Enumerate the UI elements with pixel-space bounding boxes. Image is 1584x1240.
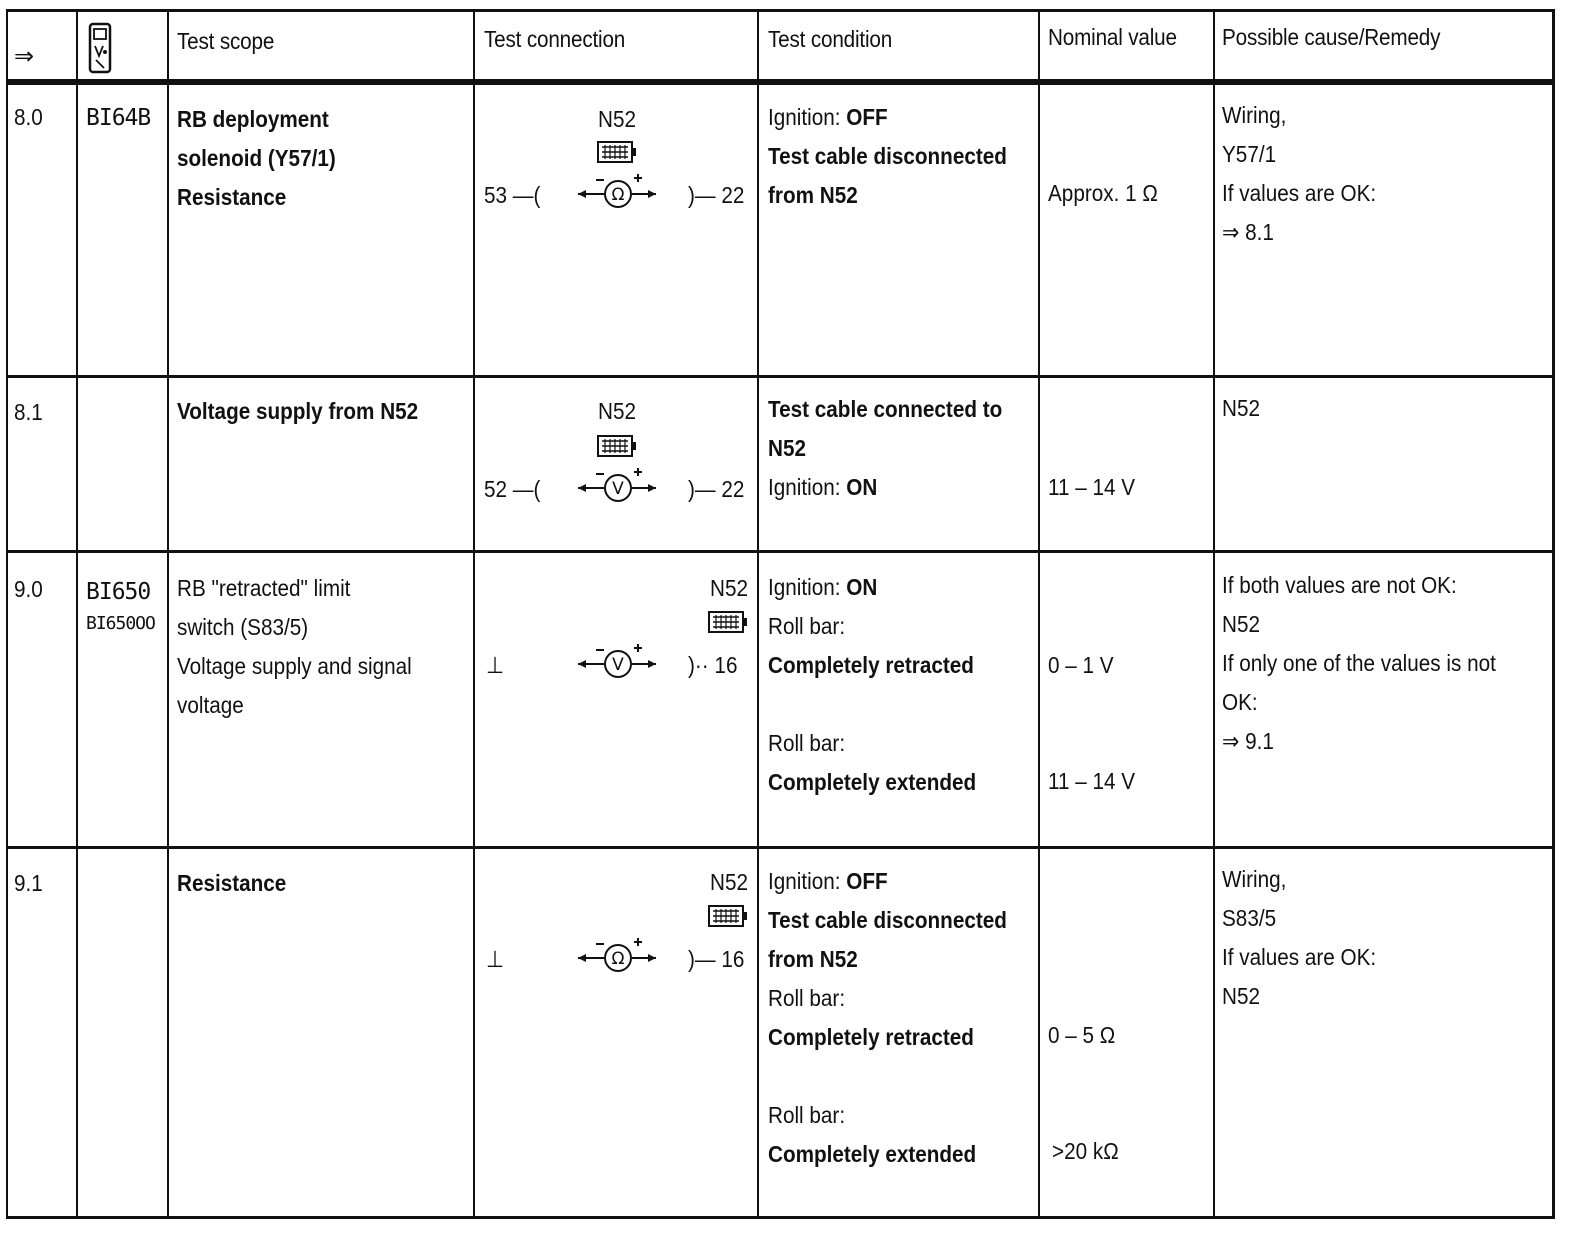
scope-line: switch (S83/5) — [177, 614, 309, 640]
test-scope — [177, 392, 418, 431]
remedy-line: N52 — [1222, 983, 1260, 1009]
module-label: N52 — [710, 869, 748, 895]
table-border-bottom — [6, 1216, 1554, 1219]
table-border-top — [6, 9, 1554, 12]
ground-symbol: ⊥ — [486, 652, 505, 678]
condition-line: Roll bar: — [768, 730, 846, 756]
condition-line: from N52 — [768, 182, 858, 208]
module-label: N52 — [598, 398, 636, 424]
nominal-value: Approx. 1 Ω — [1048, 180, 1158, 206]
nominal-value: 11 – 14 V — [1048, 474, 1136, 500]
condition-line: Completely extended — [768, 769, 977, 795]
module-label: N52 — [710, 575, 748, 601]
remedy-line: If values are OK: — [1222, 944, 1377, 970]
remedy-line: S83/5 — [1222, 905, 1277, 931]
condition-line — [768, 1057, 1007, 1096]
scope-line: Voltage supply from N52 — [177, 398, 419, 424]
condition-line: Roll bar: — [768, 1102, 846, 1128]
header-cause-remedy: Possible cause/Remedy — [1222, 24, 1441, 50]
connector-icon — [708, 904, 748, 935]
meter-symbol: V — [612, 655, 624, 675]
pin-right: )— 22 — [688, 476, 745, 502]
nominal-value: 11 – 14 V — [1048, 768, 1136, 794]
header-nominal-value: Nominal value — [1048, 24, 1177, 50]
test-scope — [177, 569, 412, 725]
pin-right: )— 16 — [688, 946, 745, 972]
ohmmeter-icon — [576, 168, 660, 217]
remedy-line: Wiring, — [1222, 866, 1287, 892]
module-label: N52 — [598, 106, 636, 132]
header-test-condition: Test condition — [768, 26, 893, 52]
condition-line: Ignition: OFF — [768, 868, 888, 894]
col-divider-5 — [1038, 9, 1040, 1219]
scope-line: RB "retracted" limit — [177, 575, 351, 601]
nominal-value: 0 – 5 Ω — [1048, 1022, 1116, 1048]
header-step-symbol: ⇒ — [14, 43, 35, 70]
scope-line: Resistance — [177, 870, 287, 896]
pin-left: 53 —( — [484, 182, 541, 208]
meter-symbol: Ω — [611, 949, 625, 969]
condition-line: Ignition: ON — [768, 574, 878, 600]
row-divider-2 — [6, 550, 1554, 553]
remedy-line: ⇒ 8.1 — [1222, 219, 1274, 245]
condition-line — [768, 685, 976, 724]
step-number: 8.0 — [14, 104, 43, 130]
test-condition — [768, 390, 1002, 507]
remedy-line: N52 — [1222, 395, 1260, 421]
scope-line: voltage — [177, 692, 244, 718]
condition-line: Completely extended — [768, 1141, 977, 1167]
pin-left: 52 —( — [484, 476, 541, 502]
test-condition — [768, 98, 1007, 215]
meter-symbol: Ω — [611, 185, 625, 205]
voltmeter-icon — [576, 638, 660, 687]
pin-right: )·· 16 — [688, 652, 738, 678]
code-line: BI650 — [86, 579, 151, 605]
condition-line: Test cable connected to — [768, 396, 1003, 422]
header-test-connection: Test connection — [484, 26, 626, 52]
col-divider-6 — [1213, 9, 1215, 1219]
code-line: BI650OO — [86, 613, 155, 634]
col-divider-3 — [473, 9, 475, 1219]
fault-code — [86, 576, 155, 640]
ohmmeter-icon — [576, 932, 660, 981]
col-divider-2 — [167, 9, 169, 1219]
scope-line: RB deployment — [177, 106, 329, 132]
row-divider-3 — [6, 846, 1554, 849]
table-border-right — [1552, 9, 1555, 1219]
remedy-line: OK: — [1222, 689, 1258, 715]
voltmeter-icon — [576, 462, 660, 511]
condition-line: Test cable disconnected — [768, 143, 1007, 169]
test-scope — [177, 864, 286, 903]
cause-remedy — [1222, 566, 1496, 761]
condition-line: Ignition: OFF — [768, 104, 888, 130]
step-number: 8.1 — [14, 399, 43, 425]
col-divider-1 — [76, 9, 78, 1219]
tester-icon — [87, 22, 113, 79]
test-condition — [768, 862, 1007, 1174]
cause-remedy — [1222, 860, 1376, 1016]
header-test-scope: Test scope — [177, 28, 275, 54]
condition-line: N52 — [768, 435, 806, 461]
cause-remedy — [1222, 96, 1376, 252]
condition-line: Test cable disconnected — [768, 907, 1007, 933]
scope-line: Voltage supply and signal — [177, 653, 412, 679]
remedy-line: If only one of the values is not — [1222, 650, 1496, 676]
condition-line: Completely retracted — [768, 652, 974, 678]
condition-line: Ignition: ON — [768, 474, 878, 500]
ground-symbol: ⊥ — [486, 946, 505, 972]
nominal-value: >20 kΩ — [1052, 1138, 1119, 1164]
nominal-value: 0 – 1 V — [1048, 652, 1114, 678]
remedy-line: If both values are not OK: — [1222, 572, 1457, 598]
test-scope — [177, 100, 336, 217]
step-number: 9.0 — [14, 576, 43, 602]
remedy-line: Y57/1 — [1222, 141, 1277, 167]
col-divider-4 — [757, 9, 759, 1219]
connector-icon — [708, 610, 748, 641]
table-border-left — [6, 9, 8, 1219]
header-divider — [6, 79, 1554, 85]
remedy-line: N52 — [1222, 611, 1260, 637]
condition-line: from N52 — [768, 946, 858, 972]
condition-line: Roll bar: — [768, 613, 846, 639]
cause-remedy — [1222, 389, 1260, 428]
condition-line: Completely retracted — [768, 1024, 974, 1050]
step-number: 9.1 — [14, 870, 43, 896]
remedy-line: If values are OK: — [1222, 180, 1377, 206]
row-divider-1 — [6, 375, 1554, 378]
remedy-line: Wiring, — [1222, 102, 1287, 128]
test-condition — [768, 568, 976, 802]
remedy-line: ⇒ 9.1 — [1222, 728, 1274, 754]
meter-symbol: V — [612, 479, 624, 499]
fault-code: BI64B — [86, 105, 151, 131]
scope-line: Resistance — [177, 184, 287, 210]
scope-line: solenoid (Y57/1) — [177, 145, 336, 171]
condition-line: Roll bar: — [768, 985, 846, 1011]
connector-icon — [597, 140, 637, 171]
pin-right: )— 22 — [688, 182, 745, 208]
connector-icon — [597, 434, 637, 465]
